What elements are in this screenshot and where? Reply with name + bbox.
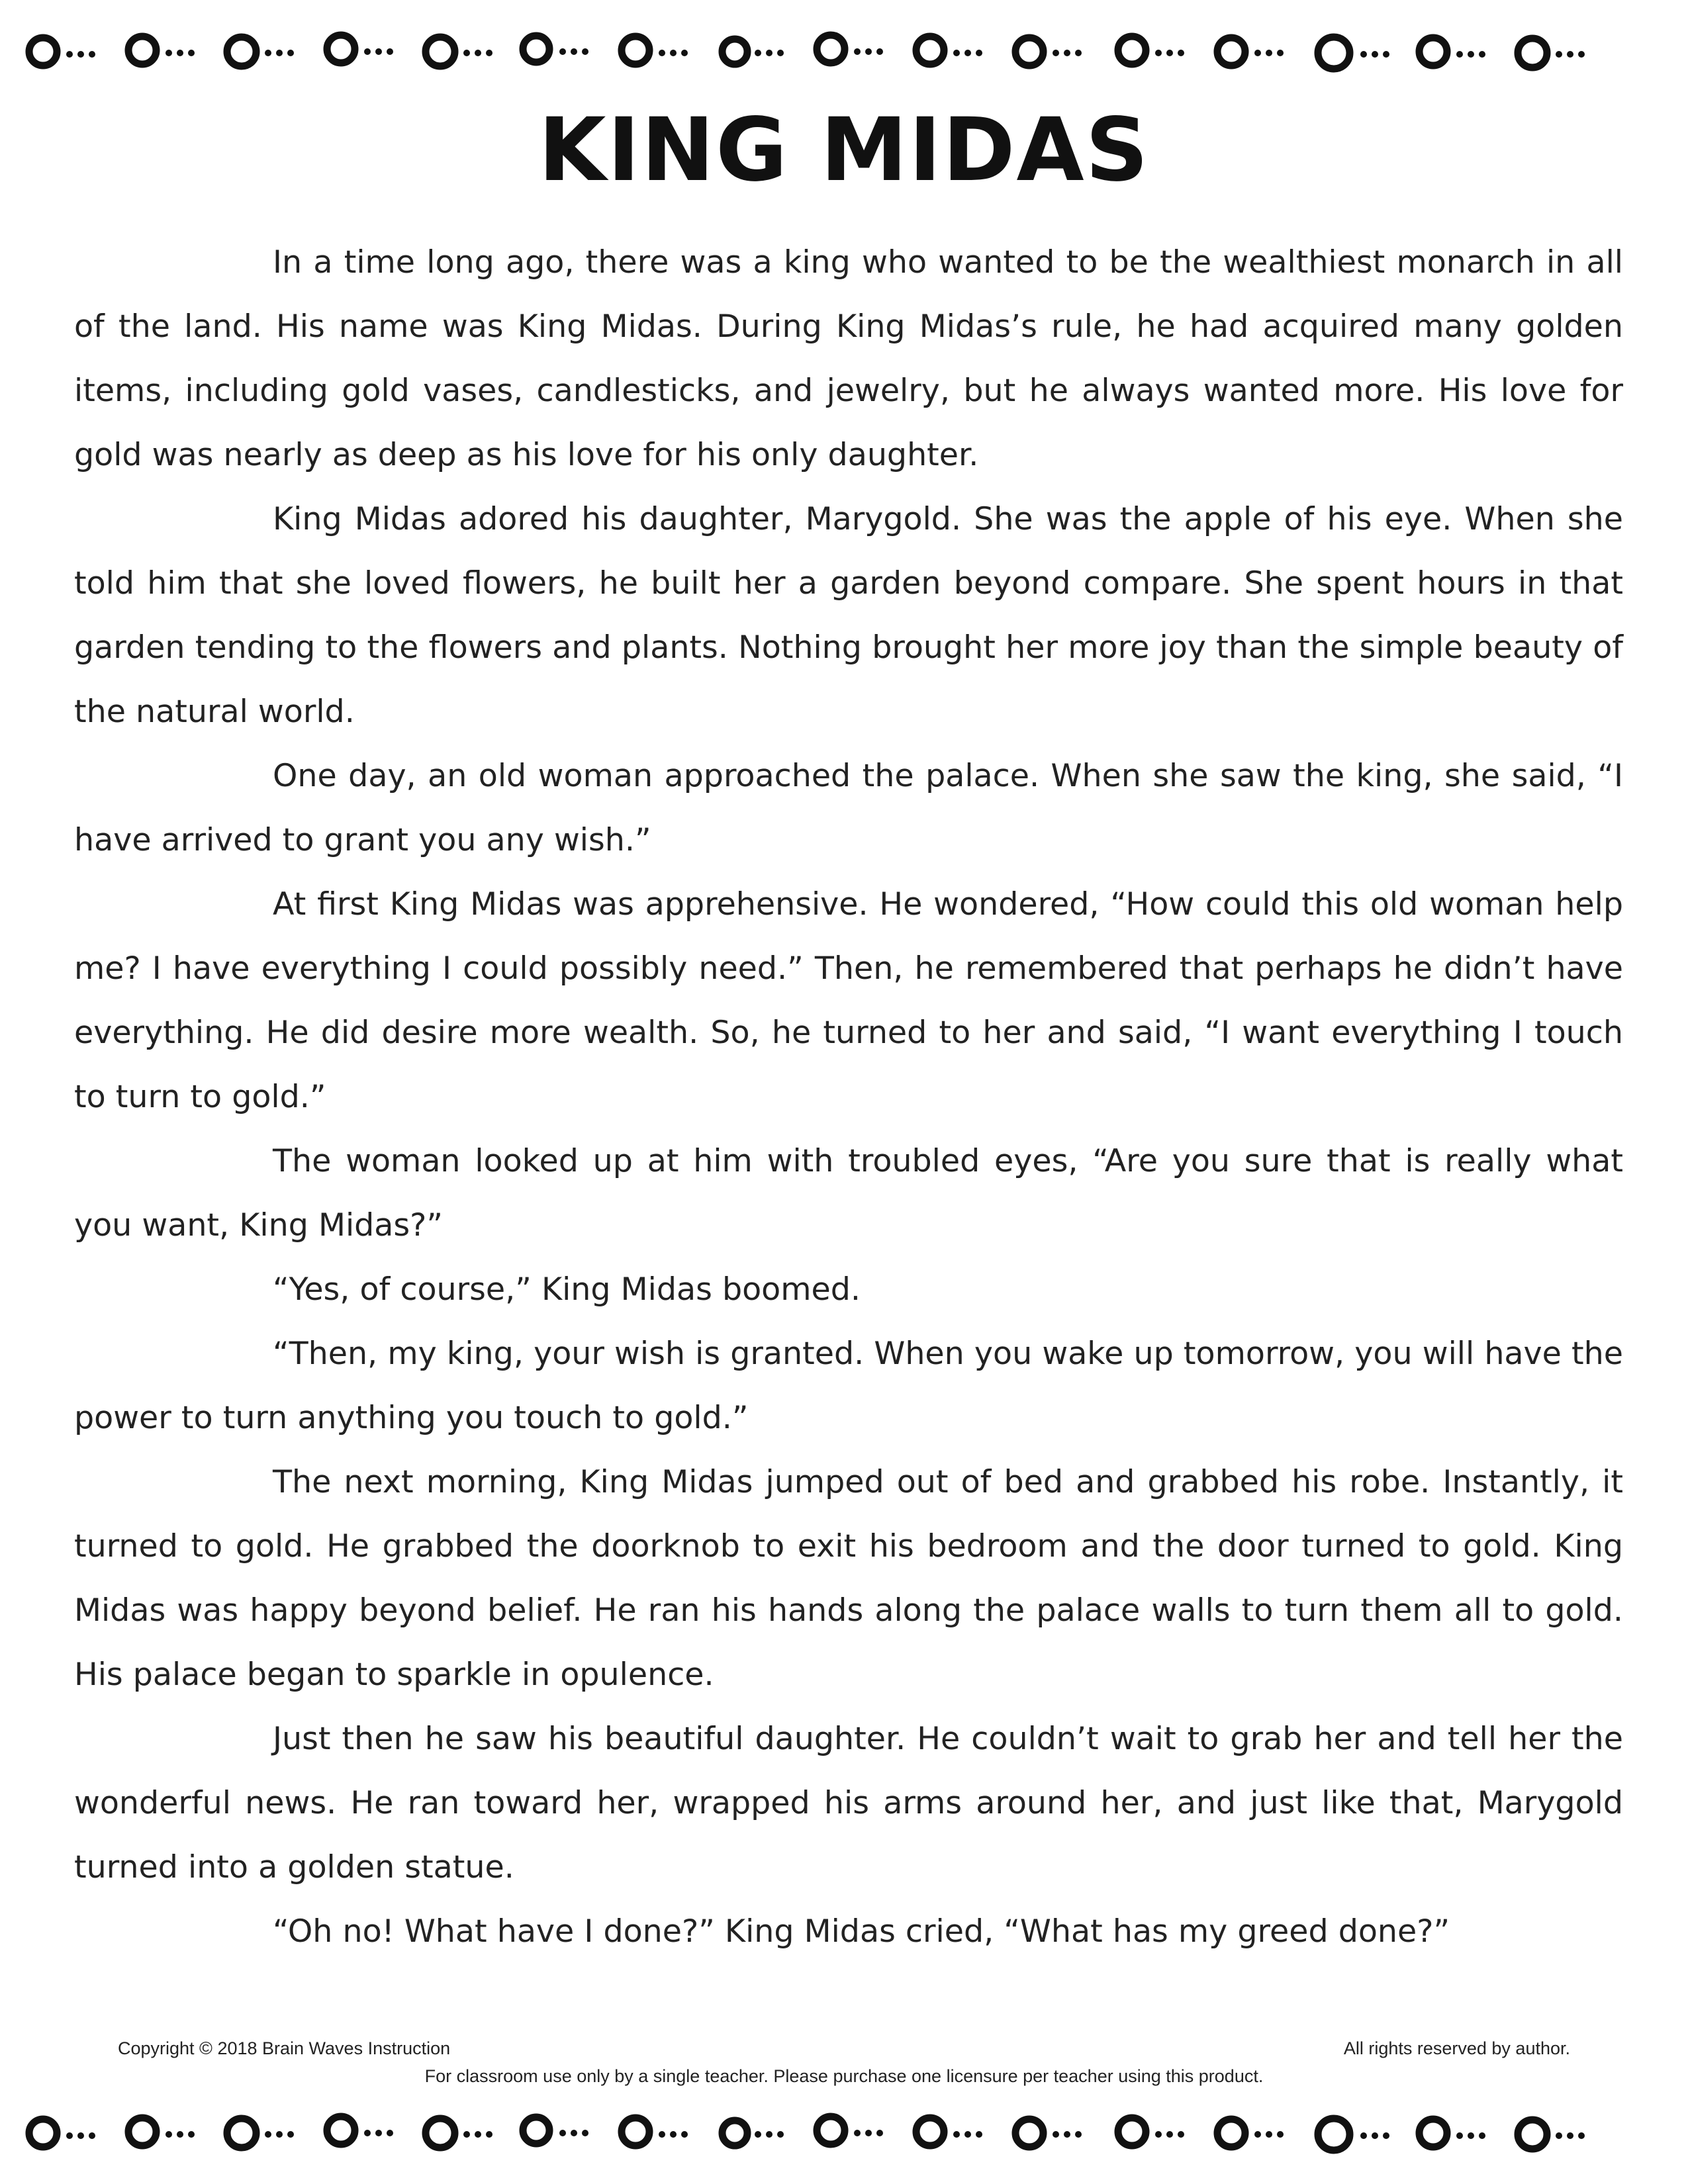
story-paragraph: At first King Midas was apprehensive. He wondered, “How could this old woman help me? I have everything I could possibly need.” Then, he remembered that perhaps he didn’t have everything. He did desire more wealth. So, he turned to her and said, “I want everything I touch to turn to gold.”: [74, 886, 1623, 1115]
story-paragraph: “Oh no! What have I done?” King Midas cried, “What has my greed done?”: [273, 1913, 1450, 1950]
story-paragraph: “Yes, of course,” King Midas boomed.: [273, 1271, 861, 1308]
story-paragraph: The woman looked up at him with troubled eyes, “Are you sure that is really what you want, King Midas?”: [74, 1143, 1623, 1244]
copyright-notice: Copyright © 2018 Brain Waves Instruction: [118, 2038, 451, 2058]
story-paragraph: Just then he saw his beautiful daughter. He couldn’t wait to grab her and tell her the wonderful news. He ran toward her, wrapped his arms around her, and just like that, Marygold turned into a golden statue.: [74, 1721, 1623, 1886]
circle-dot-border-icon: [20, 20, 1668, 79]
story-body: [74, 230, 1623, 1964]
page-title: KING MIDAS: [538, 99, 1150, 201]
story-paragraph: “Then, my king, your wish is granted. When you wake up tomorrow, you will have the power to turn anything you touch to gold.”: [74, 1336, 1623, 1436]
story-paragraph: In a time long ago, there was a king who wanted to be the wealthiest monarch in all of the land. His name was King Midas. During King Midas’s rule, he had acquired many golden items, including gold vases, candlesticks, and jewelry, but he always wanted more. His love for gold was nearly as deep as his love for his only daughter.: [74, 244, 1623, 473]
rights-notice: All rights reserved by author.: [1343, 2038, 1570, 2058]
bottom-decorative-border: [20, 2101, 1668, 2161]
story-paragraph: The next morning, King Midas jumped out of bed and grabbed his robe. Instantly, it turned to gold. He grabbed the doorknob to exit his bedroom and the door turned to gold. King Midas was happy beyond belief. He ran his hands along the palace walls to turn them all to gold. His palace began to sparkle in opulence.: [74, 1464, 1623, 1693]
top-decorative-border: [20, 20, 1668, 79]
story-paragraph: King Midas adored his daughter, Marygold. She was the apple of his eye. When she told him that she loved flowers, he built her a garden beyond compare. She spent hours in that garden tending to the flowers and plants. Nothing brought her more joy than the simple beauty of the natural world.: [74, 501, 1623, 730]
usage-notice: For classroom use only by a single teacher. Please purchase one licensure per teacher using this product.: [424, 2066, 1264, 2086]
story-paragraph: One day, an old woman approached the palace. When she saw the king, she said, “I have arrived to grant you any wish.”: [74, 758, 1623, 858]
circle-dot-border-icon: [20, 2101, 1668, 2161]
